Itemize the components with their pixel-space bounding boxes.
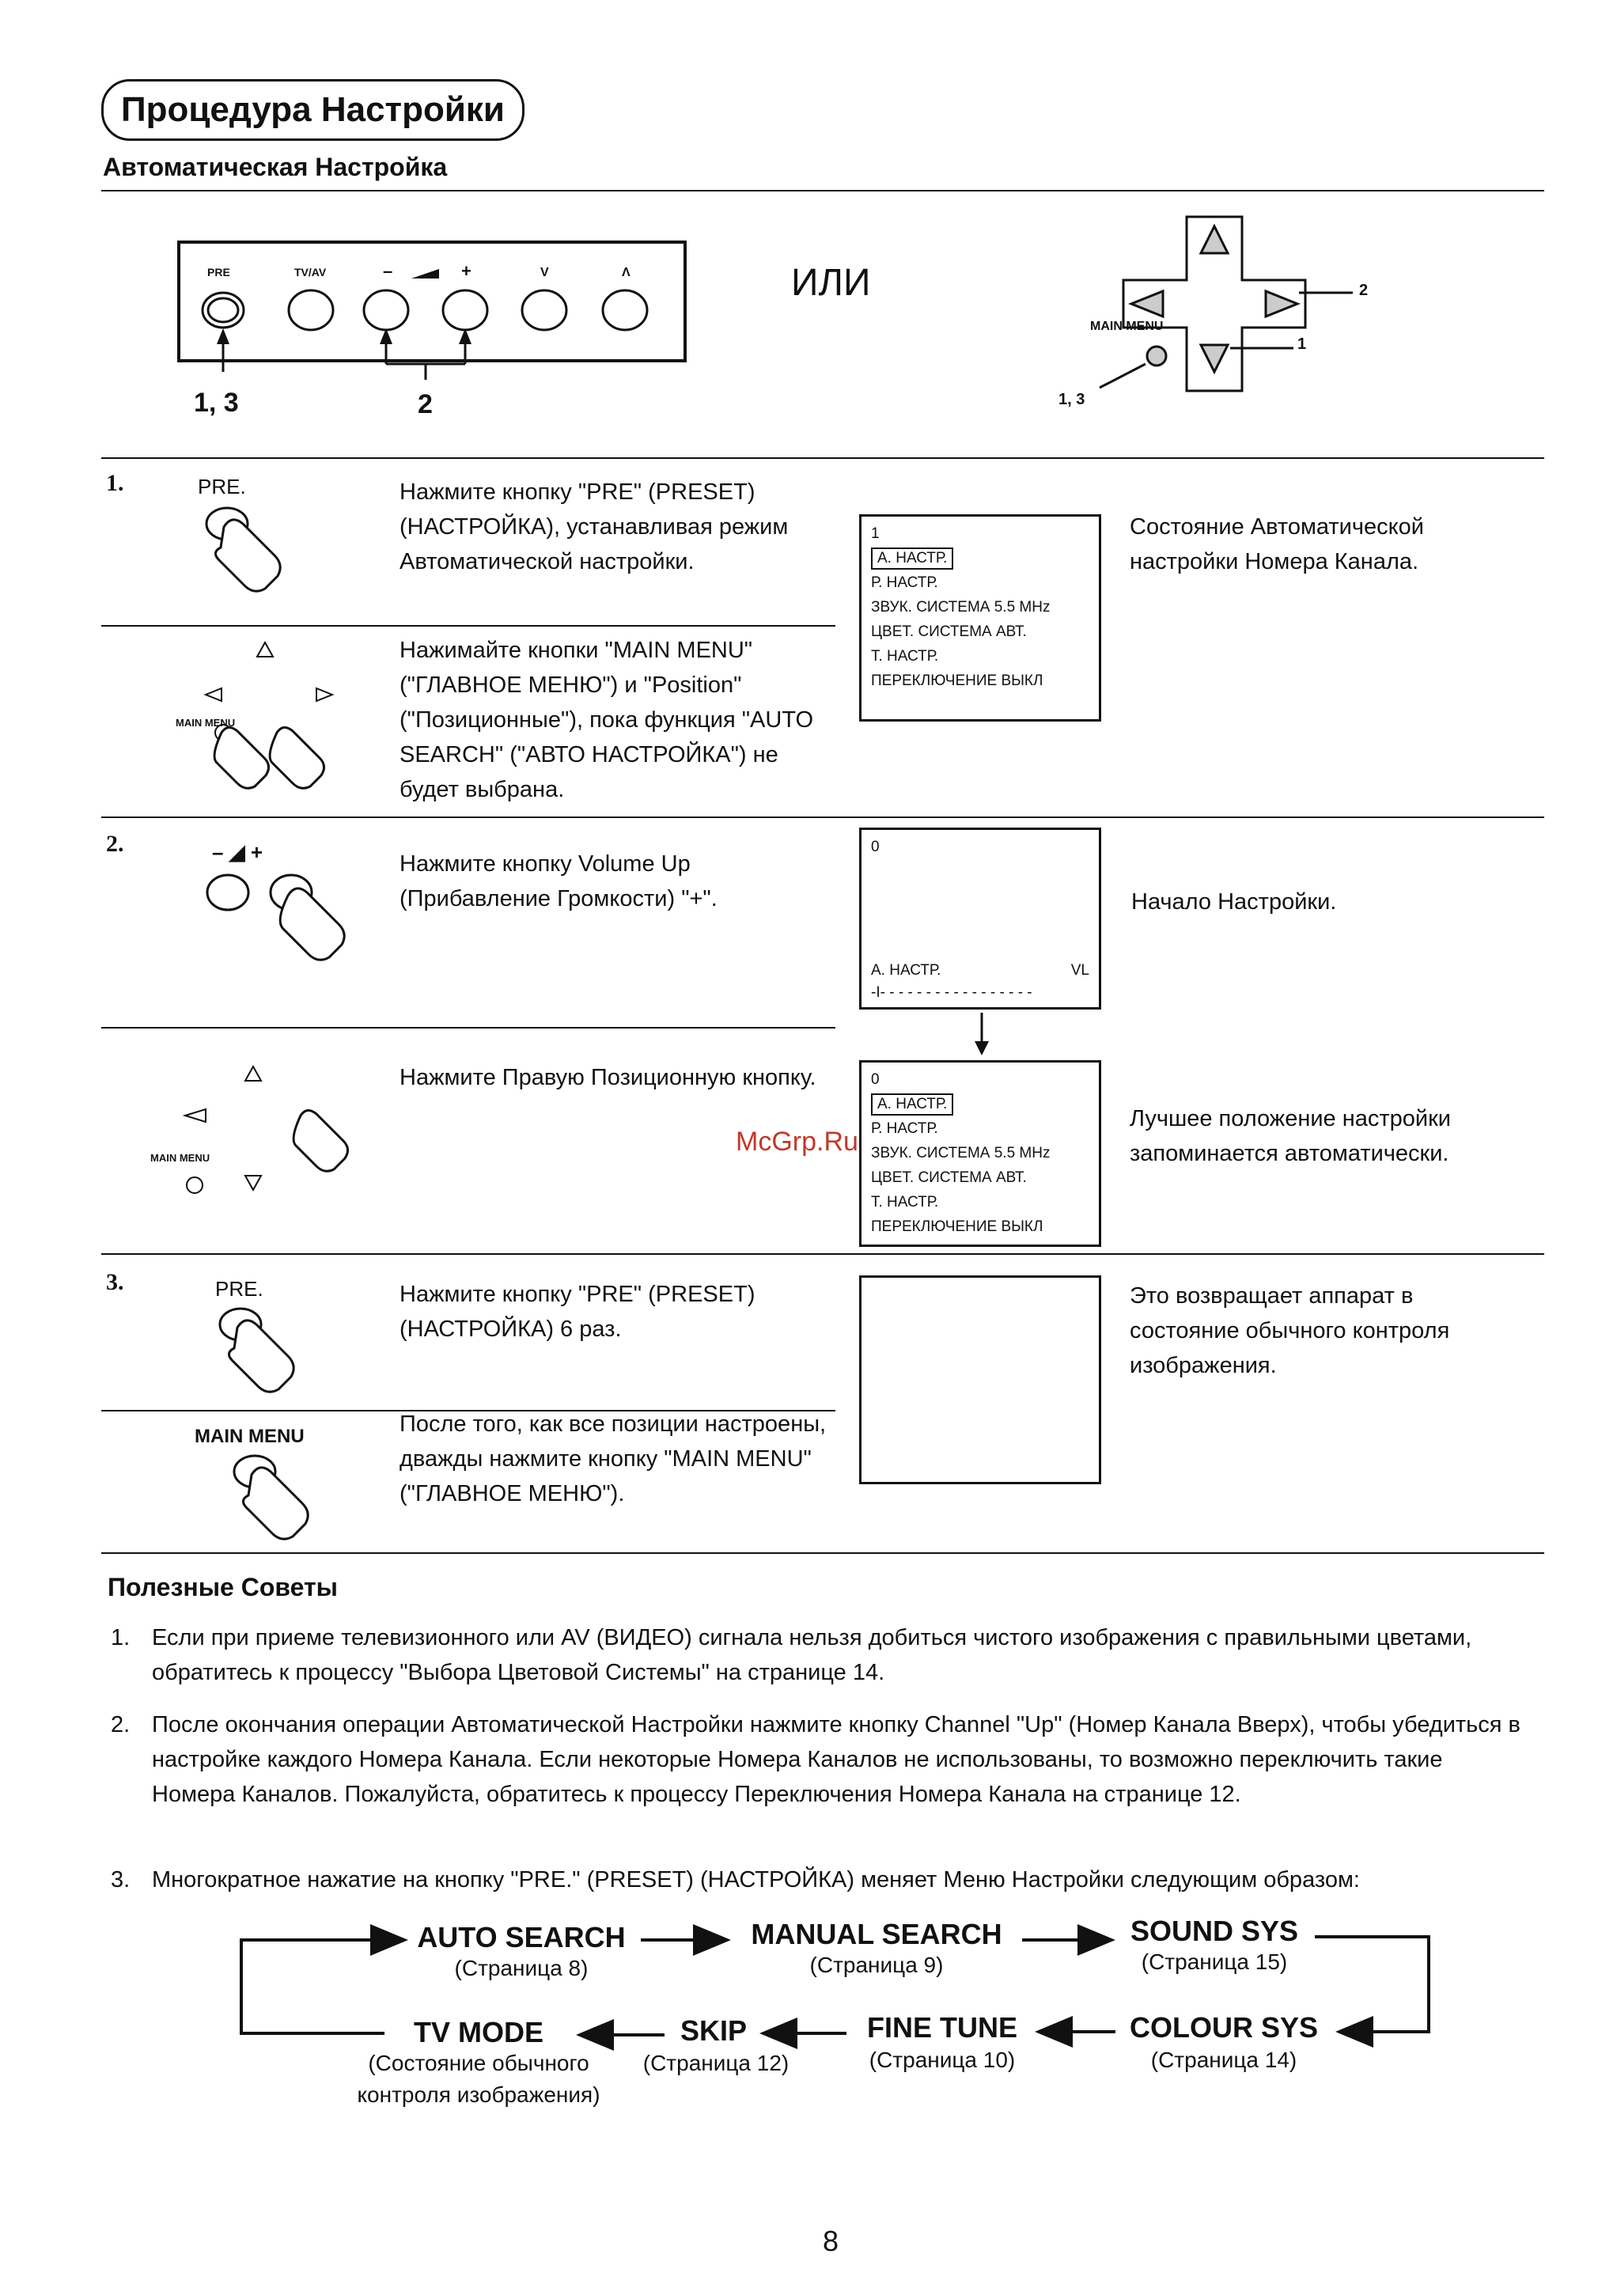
osd-selected-item: А. НАСТР.	[871, 547, 953, 570]
flow-colour-sys: COLOUR SYS	[1129, 2011, 1319, 2044]
remote-callout-1: 1	[1297, 335, 1307, 353]
tip-text: Многократное нажатие на кнопку "PRE." (PRESET) (НАСТРОЙКА) меняет Меню Настройки следующим образом:	[152, 1867, 1360, 1892]
or-label: ИЛИ	[791, 262, 871, 304]
section-subtitle: Автоматическая Настройка	[103, 153, 448, 181]
step-1-icon-label: PRE.	[198, 475, 246, 498]
callout-2: 2	[418, 389, 433, 419]
step-3-icon-b-label: MAIN MENU	[195, 1426, 305, 1447]
osd-line: ПЕРЕКЛЮЧЕНИЕ ВЫКЛ	[871, 673, 1043, 689]
panel-label-plus: +	[461, 261, 471, 281]
callout-1-3: 1, 3	[194, 388, 239, 418]
osd-selected-item: А. НАСТР.	[871, 1093, 953, 1116]
osd-vl-label: VL	[1070, 962, 1089, 979]
flow-fine-tune-page: (Страница 10)	[869, 2048, 1016, 2072]
step-2-icon-label: – ◢ +	[212, 840, 263, 864]
osd-line: ЗВУК. СИСТЕМА 5.5 MHz	[871, 1145, 1051, 1161]
flow-tv-mode-desc-1: (Состояние обычного	[368, 2051, 589, 2075]
flow-skip: SKIP	[680, 2014, 748, 2047]
osd-progress-bar: -I- - - - - - - - - - - - - - - - -	[871, 984, 1032, 1001]
panel-label-pre: PRE	[207, 266, 230, 278]
step-3-text-b: После того, как все позиции настроены, дважды нажмите кнопку "MAIN MENU" ("ГЛАВНОЕ МЕНЮ").	[400, 1411, 827, 1506]
tip-text: Если при приеме телевизионного или AV (ВИДЕО) сигнала нельзя добиться чистого изображения с правильными цветами, обратитесь к процессу "Выбора Цветовой Системы" на странице 14.	[152, 1625, 1472, 1685]
panel-label-up: Λ	[622, 266, 631, 279]
remote-main-menu-label: MAIN MENU	[1090, 320, 1164, 333]
step-1-text-b: Нажимайте кнопки "MAIN MENU" ("ГЛАВНОЕ МЕНЮ") и "Position" ("Позиционные"), пока функция "AUTO SEARCH" ("АВТО НАСТРОЙКА") не будет выбрана.	[400, 638, 814, 802]
watermark: McGrp.Ru	[736, 1127, 858, 1157]
step-3-number: 3.	[106, 1269, 124, 1295]
osd-mode-label: А. НАСТР.	[871, 962, 941, 979]
step-3-text-a: Нажмите кнопку "PRE" (PRESET) (НАСТРОЙКА) 6 раз.	[400, 1282, 755, 1342]
tip-text: После окончания операции Автоматической Настройки нажмите кнопку Channel "Up" (Номер Канала Вверх), чтобы убедиться в настройке каждого Номера Канала. Если некоторые Номера Каналов не использованы, то возможно переключить такие Номера Каналов. Пожалуйста, обратитесь к процессу Переключения Номера Канала на странице 12.	[152, 1712, 1520, 1807]
osd-line: ЦВЕТ. СИСТЕМА АВТ.	[871, 1169, 1027, 1186]
step-3-icon-label: PRE.	[215, 1277, 263, 1301]
flow-sound-sys-page: (Страница 15)	[1141, 1949, 1288, 1974]
step-1-number: 1.	[106, 470, 124, 496]
tip-number: 2.	[111, 1712, 131, 1737]
flow-skip-page: (Страница 12)	[642, 2051, 790, 2075]
flow-fine-tune: FINE TUNE	[866, 2011, 1017, 2044]
step-3-note: Это возвращает аппарат в состояние обычного контроля изображения.	[1130, 1283, 1450, 1378]
step-2-number: 2.	[106, 831, 124, 857]
page-number: 8	[823, 2225, 839, 2257]
step-2-text-a: Нажмите кнопку Volume Up (Прибавление Громкости) "+".	[400, 851, 718, 911]
step-2-note-a: Начало Настройки.	[1131, 889, 1337, 915]
page-title: Процедура Настройки	[101, 79, 524, 141]
step-2-note-b: Лучшее положение настройки запоминается автоматически.	[1130, 1106, 1451, 1166]
step-2-text-b: Нажмите Правую Позиционную кнопку.	[400, 1065, 816, 1090]
flow-auto-search: AUTO SEARCH	[417, 1921, 626, 1953]
osd-line: 0	[871, 1071, 880, 1088]
flow-auto-search-page: (Страница 8)	[454, 1956, 589, 1980]
osd-line: ЦВЕТ. СИСТЕМА АВТ.	[871, 623, 1027, 640]
tips-title: Полезные Советы	[108, 1573, 338, 1601]
step-1-note: Состояние Автоматической настройки Номера Канала.	[1130, 514, 1424, 574]
panel-label-minus: –	[383, 261, 393, 281]
flow-manual-search-page: (Страница 9)	[809, 1953, 944, 1977]
flow-tv-mode-desc-2: контроля изображения)	[357, 2082, 600, 2107]
osd-line: ПЕРЕКЛЮЧЕНИЕ ВЫКЛ	[871, 1218, 1043, 1235]
panel-label-tvav: TV/AV	[294, 266, 327, 278]
step-2-icon-b-label: MAIN MENU	[150, 1152, 210, 1164]
osd-line: Т. НАСТР.	[871, 648, 939, 665]
osd-line: 0	[871, 839, 880, 855]
tip-number: 3.	[111, 1867, 131, 1892]
step-1-icon-b-label: MAIN MENU	[176, 717, 236, 729]
remote-callout-1-3: 1, 3	[1058, 391, 1085, 408]
remote-callout-2: 2	[1359, 282, 1369, 299]
flow-colour-sys-page: (Страница 14)	[1150, 2048, 1297, 2072]
step-1-text-a: Нажмите кнопку "PRE" (PRESET) (НАСТРОЙКА), устанавливая режим Автоматической настройки.	[400, 479, 789, 574]
osd-line: Р. НАСТР.	[871, 1120, 938, 1137]
flow-manual-search: MANUAL SEARCH	[751, 1918, 1002, 1950]
osd-line: ЗВУК. СИСТЕМА 5.5 MHz	[871, 599, 1051, 616]
panel-label-v: V	[540, 266, 549, 279]
flow-sound-sys: SOUND SYS	[1130, 1915, 1299, 1947]
osd-line: Р. НАСТР.	[871, 574, 938, 591]
tip-number: 1.	[111, 1625, 131, 1650]
flow-tv-mode: TV MODE	[413, 2016, 543, 2048]
osd-line: Т. НАСТР.	[871, 1194, 939, 1211]
osd-line: 1	[871, 525, 880, 542]
